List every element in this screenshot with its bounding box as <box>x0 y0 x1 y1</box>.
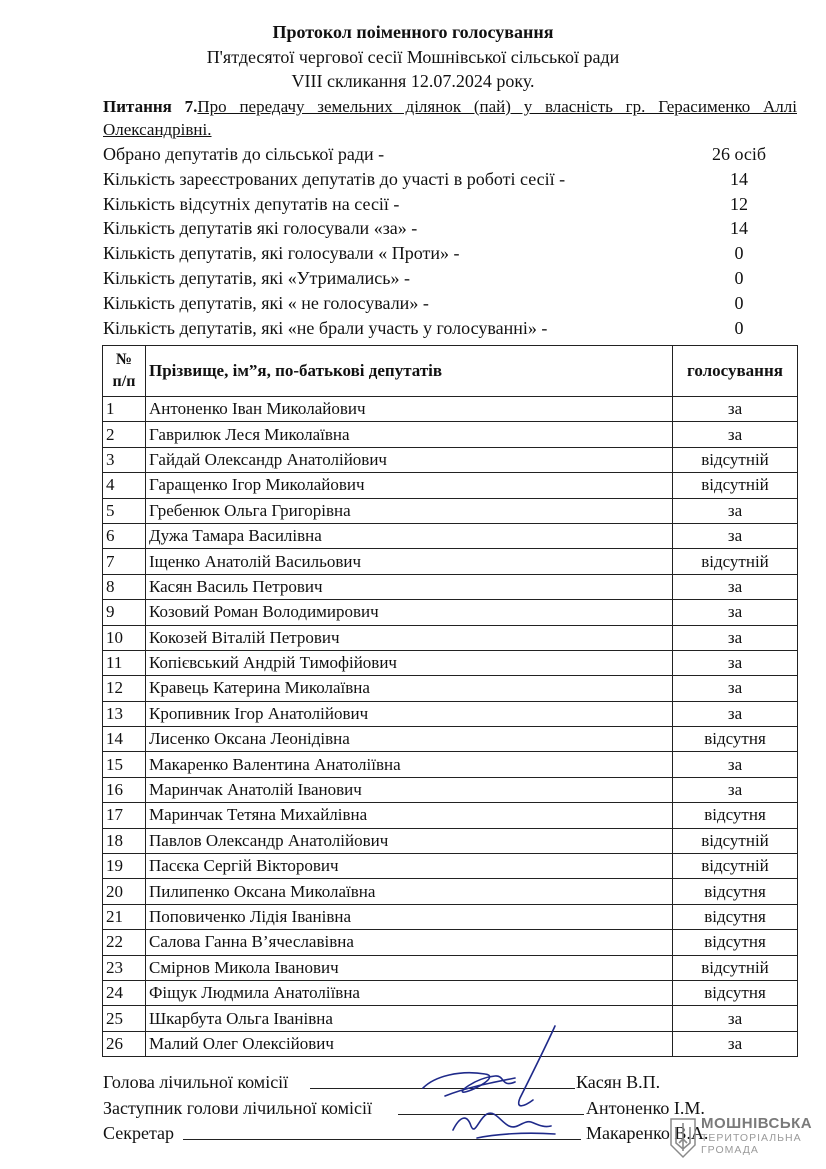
vote-result: за <box>673 752 798 777</box>
stats-list <box>103 142 803 340</box>
vote-result: відсутній <box>673 473 798 498</box>
table-row <box>103 1031 798 1056</box>
watermark-line3-text: ГРОМАДА <box>701 1144 759 1156</box>
row-number: 4 <box>103 473 146 498</box>
deputy-name: Поповиченко Лідія Іванівна <box>146 904 673 929</box>
deputy-name: Кропивник Ігор Анатолійович <box>146 701 673 726</box>
question-text: Про передачу земельних ділянок (пай) у власність гр. Герасименко Аллі Олександрівні. <box>103 97 797 139</box>
signature-name: Антоненко І.М. <box>586 1097 705 1118</box>
deputy-name: Козовий Роман Володимирович <box>146 600 673 625</box>
row-number: 18 <box>103 828 146 853</box>
vote-result: за <box>673 676 798 701</box>
signature-role: Заступник голови лічильної комісії <box>103 1097 372 1118</box>
vote-result: за <box>673 650 798 675</box>
vote-result: відсутня <box>673 930 798 955</box>
vote-result: за <box>673 422 798 447</box>
deputy-name: Фіщук Людмила Анатоліївна <box>146 980 673 1005</box>
table-row <box>103 1006 798 1031</box>
stat-row <box>103 167 803 192</box>
deputy-name: Маринчак Тетяна Михайлівна <box>146 803 673 828</box>
deputy-name: Макаренко Валентина Анатоліївна <box>146 752 673 777</box>
row-number: 5 <box>103 498 146 523</box>
row-number: 20 <box>103 879 146 904</box>
vote-result: за <box>673 523 798 548</box>
vote-result: відсутня <box>673 879 798 904</box>
question-label: Питання 7. <box>103 97 198 116</box>
table-row <box>103 752 798 777</box>
vote-result: відсутній <box>673 828 798 853</box>
table-row <box>103 650 798 675</box>
stat-row <box>103 216 803 241</box>
deputy-name: Касян Василь Петрович <box>146 574 673 599</box>
document-subtitle: П'ятдесятої чергової сесії Мошнівської сільської ради <box>206 47 620 67</box>
deputy-name: Гребенюк Ольга Григорівна <box>146 498 673 523</box>
row-number: 14 <box>103 727 146 752</box>
row-number: 15 <box>103 752 146 777</box>
stat-row <box>103 291 803 316</box>
table-row <box>103 600 798 625</box>
table-row <box>103 574 798 599</box>
signature-line <box>398 1096 584 1115</box>
row-number: 21 <box>103 904 146 929</box>
deputy-name: Шкарбута Ольга Іванівна <box>146 1006 673 1031</box>
deputy-name: Пилипенко Оксана Миколаївна <box>146 879 673 904</box>
vote-result: за <box>673 625 798 650</box>
table-row <box>103 473 798 498</box>
table-row <box>103 701 798 726</box>
row-number: 26 <box>103 1031 146 1056</box>
vote-result: за <box>673 1006 798 1031</box>
deputy-name: Смірнов Микола Іванович <box>146 955 673 980</box>
table-row <box>103 549 798 574</box>
table-row <box>103 422 798 447</box>
deputy-name: Салова Ганна В’ячеславівна <box>146 930 673 955</box>
column-header-number-line1: № <box>115 351 133 368</box>
row-number: 23 <box>103 955 146 980</box>
signature-line <box>183 1121 581 1140</box>
deputy-name: Гаврилюк Леся Миколаївна <box>146 422 673 447</box>
row-number: 22 <box>103 930 146 955</box>
stat-value: 12 <box>730 193 748 214</box>
vote-result: за <box>673 777 798 802</box>
stat-label: Кількість депутатів, які «Утримались» - <box>103 267 410 288</box>
row-number: 10 <box>103 625 146 650</box>
row-number: 19 <box>103 854 146 879</box>
row-number: 3 <box>103 447 146 472</box>
deputy-name: Антоненко Іван Миколайович <box>146 397 673 422</box>
votes-table <box>102 345 798 1057</box>
table-row <box>103 676 798 701</box>
vote-result: відсутня <box>673 803 798 828</box>
row-number: 1 <box>103 397 146 422</box>
deputy-name: Кравець Катерина Миколаївна <box>146 676 673 701</box>
document-title: Протокол поіменного голосування <box>272 22 554 42</box>
stat-label: Обрано депутатів до сільської ради - <box>103 144 385 164</box>
stat-value: 26 осіб <box>711 144 767 164</box>
deputy-name: Копієвський Андрій Тимофійович <box>146 650 673 675</box>
row-number: 13 <box>103 701 146 726</box>
column-header-number <box>103 346 146 397</box>
signature-name: Касян В.П. <box>576 1072 661 1092</box>
stat-label: Кількість депутатів які голосували «за» - <box>103 218 418 239</box>
community-watermark <box>668 1115 818 1163</box>
signature-role: Голова лічильної комісії <box>103 1072 289 1092</box>
stat-value: 14 <box>730 218 748 239</box>
votes-table-body <box>103 397 798 1057</box>
signature-row <box>103 1070 823 1096</box>
table-row <box>103 904 798 929</box>
stat-value: 0 <box>734 317 744 338</box>
vote-result: відсутній <box>673 549 798 574</box>
stat-row <box>103 316 803 341</box>
deputy-name: Кокозей Віталій Петрович <box>146 625 673 650</box>
table-row <box>103 879 798 904</box>
table-header-row <box>103 346 798 397</box>
vote-result: відсутній <box>673 447 798 472</box>
column-header-number-line2: п/п <box>112 373 136 390</box>
row-number: 11 <box>103 650 146 675</box>
table-row <box>103 777 798 802</box>
table-row <box>103 955 798 980</box>
table-row <box>103 980 798 1005</box>
row-number: 6 <box>103 523 146 548</box>
question-block <box>103 95 797 141</box>
row-number: 8 <box>103 574 146 599</box>
row-number: 2 <box>103 422 146 447</box>
stat-label: Кількість зареєстрованих депутатів до участі в роботі сесії - <box>103 168 566 189</box>
vote-result: відсутній <box>673 955 798 980</box>
deputy-name: Іщенко Анатолій Васильович <box>146 549 673 574</box>
vote-result: за <box>673 498 798 523</box>
row-number: 9 <box>103 600 146 625</box>
vote-result: відсутня <box>673 980 798 1005</box>
deputy-name: Пасєка Сергій Вікторович <box>146 854 673 879</box>
stat-row <box>103 192 803 217</box>
stat-value: 14 <box>730 168 748 189</box>
vote-result: відсутня <box>673 727 798 752</box>
deputy-name: Дужа Тамара Василівна <box>146 523 673 548</box>
table-row <box>103 803 798 828</box>
row-number: 17 <box>103 803 146 828</box>
vote-result: за <box>673 574 798 599</box>
table-row <box>103 727 798 752</box>
watermark-line2 <box>701 1132 802 1156</box>
deputy-name: Лисенко Оксана Леонідівна <box>146 727 673 752</box>
stat-row <box>103 266 803 291</box>
table-row <box>103 930 798 955</box>
signature-line <box>310 1070 575 1089</box>
vote-result: відсутній <box>673 854 798 879</box>
table-row <box>103 447 798 472</box>
row-number: 25 <box>103 1006 146 1031</box>
stat-label: Кількість депутатів, які « не голосували» - <box>103 292 429 313</box>
row-number: 12 <box>103 676 146 701</box>
vote-result: за <box>673 397 798 422</box>
column-header-name: Прізвище, ім”я, по-батькові депутатів <box>146 346 673 397</box>
watermark-line1: МОШНІВСЬКА <box>701 1115 813 1132</box>
stat-value: 0 <box>734 243 744 264</box>
table-row <box>103 625 798 650</box>
vote-result: за <box>673 600 798 625</box>
stat-row <box>103 142 803 167</box>
table-row <box>103 854 798 879</box>
deputy-name: Гайдай Олександр Анатолійович <box>146 447 673 472</box>
row-number: 7 <box>103 549 146 574</box>
stat-label: Кількість депутатів, які «не брали участь у голосуванні» - <box>103 317 548 338</box>
table-row <box>103 523 798 548</box>
row-number: 24 <box>103 980 146 1005</box>
stat-label: Кількість депутатів, які голосували « Проти» - <box>103 243 460 264</box>
vote-result: за <box>673 701 798 726</box>
stat-row <box>103 241 803 266</box>
stat-label: Кількість відсутніх депутатів на сесії - <box>103 193 400 214</box>
document-session: VIII скликання 12.07.2024 року. <box>291 71 535 91</box>
deputy-name: Малий Олег Олексійович <box>146 1031 673 1056</box>
table-row <box>103 397 798 422</box>
table-row <box>103 828 798 853</box>
row-number: 16 <box>103 777 146 802</box>
deputy-name: Гаращенко Ігор Миколайович <box>146 473 673 498</box>
watermark-line2-text: ТЕРИТОРІАЛЬНА <box>701 1132 802 1144</box>
vote-result: відсутня <box>673 904 798 929</box>
deputy-name: Павлов Олександр Анатолійович <box>146 828 673 853</box>
trident-emblem-icon <box>668 1117 698 1161</box>
table-row <box>103 498 798 523</box>
stat-value: 0 <box>734 267 744 288</box>
deputy-name: Маринчак Анатолій Іванович <box>146 777 673 802</box>
vote-result: за <box>673 1031 798 1056</box>
column-header-vote: голосування <box>673 346 798 397</box>
stat-value: 0 <box>734 292 744 313</box>
signature-role: Секретар <box>103 1123 175 1143</box>
signature-name: Макаренко В.А. <box>586 1123 709 1143</box>
